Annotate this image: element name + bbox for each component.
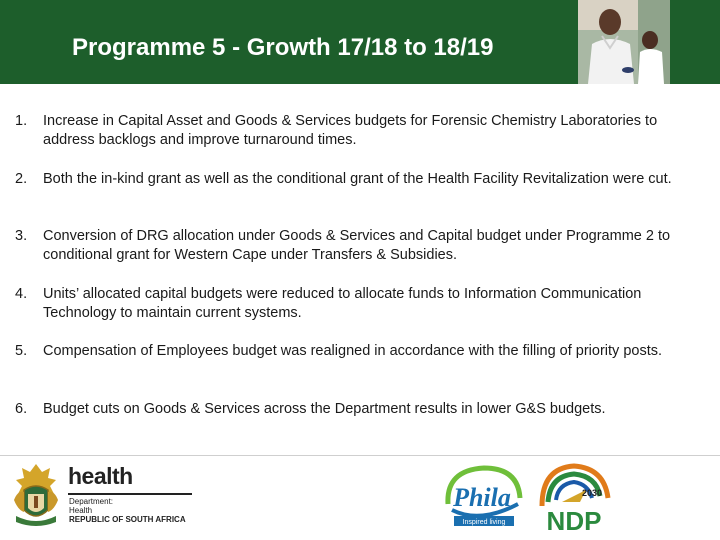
phila-logo (440, 464, 524, 530)
phila-logo-text: Phila (453, 483, 511, 512)
list-item-number: 4. (15, 286, 28, 302)
coat-of-arms-icon (10, 460, 62, 530)
list-item-number: 1. (15, 113, 28, 129)
list-item-text: Compensation of Employees budget was realigned in accordance with the filling of priority posts. (43, 343, 663, 359)
phila-tagline: Inspired living (462, 519, 506, 526)
list-item-text: Both the in-kind grant as well as the conditional grant of the Health Facility Revitalization were cut. (43, 171, 672, 187)
list-item-text: Increase in Capital Asset and Goods & Services budgets for Forensic Chemistry Laboratories to address backlogs and improve turnaround times. (43, 113, 658, 148)
header-photo (578, 0, 670, 84)
ndp-logo (536, 462, 612, 534)
ndp-text: NDP (546, 506, 602, 534)
dept-name: Health (69, 506, 93, 515)
ndp-year: 2030 (581, 488, 603, 498)
list-item-number: 3. (15, 228, 28, 244)
page-title: Programme 5 - Growth 17/18 to 18/19 (72, 34, 494, 61)
country-name: REPUBLIC OF SOUTH AFRICA (69, 515, 186, 524)
health-wordmark: health (68, 463, 133, 489)
list-item-number: 2. (15, 171, 28, 187)
dept-label: Department: (69, 497, 114, 506)
list-item-text: Conversion of DRG allocation under Goods & Services and Capital budget under Programme 2 to conditional grant for Western Cape under Transfers & Subsidies. (43, 228, 671, 263)
header-banner (0, 0, 720, 84)
list-item-text: Budget cuts on Goods & Services across the Department results in lower G&S budgets. (43, 401, 606, 417)
list-item-number: 6. (15, 401, 28, 417)
wordmark-rule (68, 493, 192, 495)
list-item-number: 5. (15, 343, 28, 359)
list-item-text: Units’ allocated capital budgets were reduced to allocate funds to Information Communication Technology to maintain current systems. (43, 286, 642, 321)
footer-divider (0, 455, 720, 456)
